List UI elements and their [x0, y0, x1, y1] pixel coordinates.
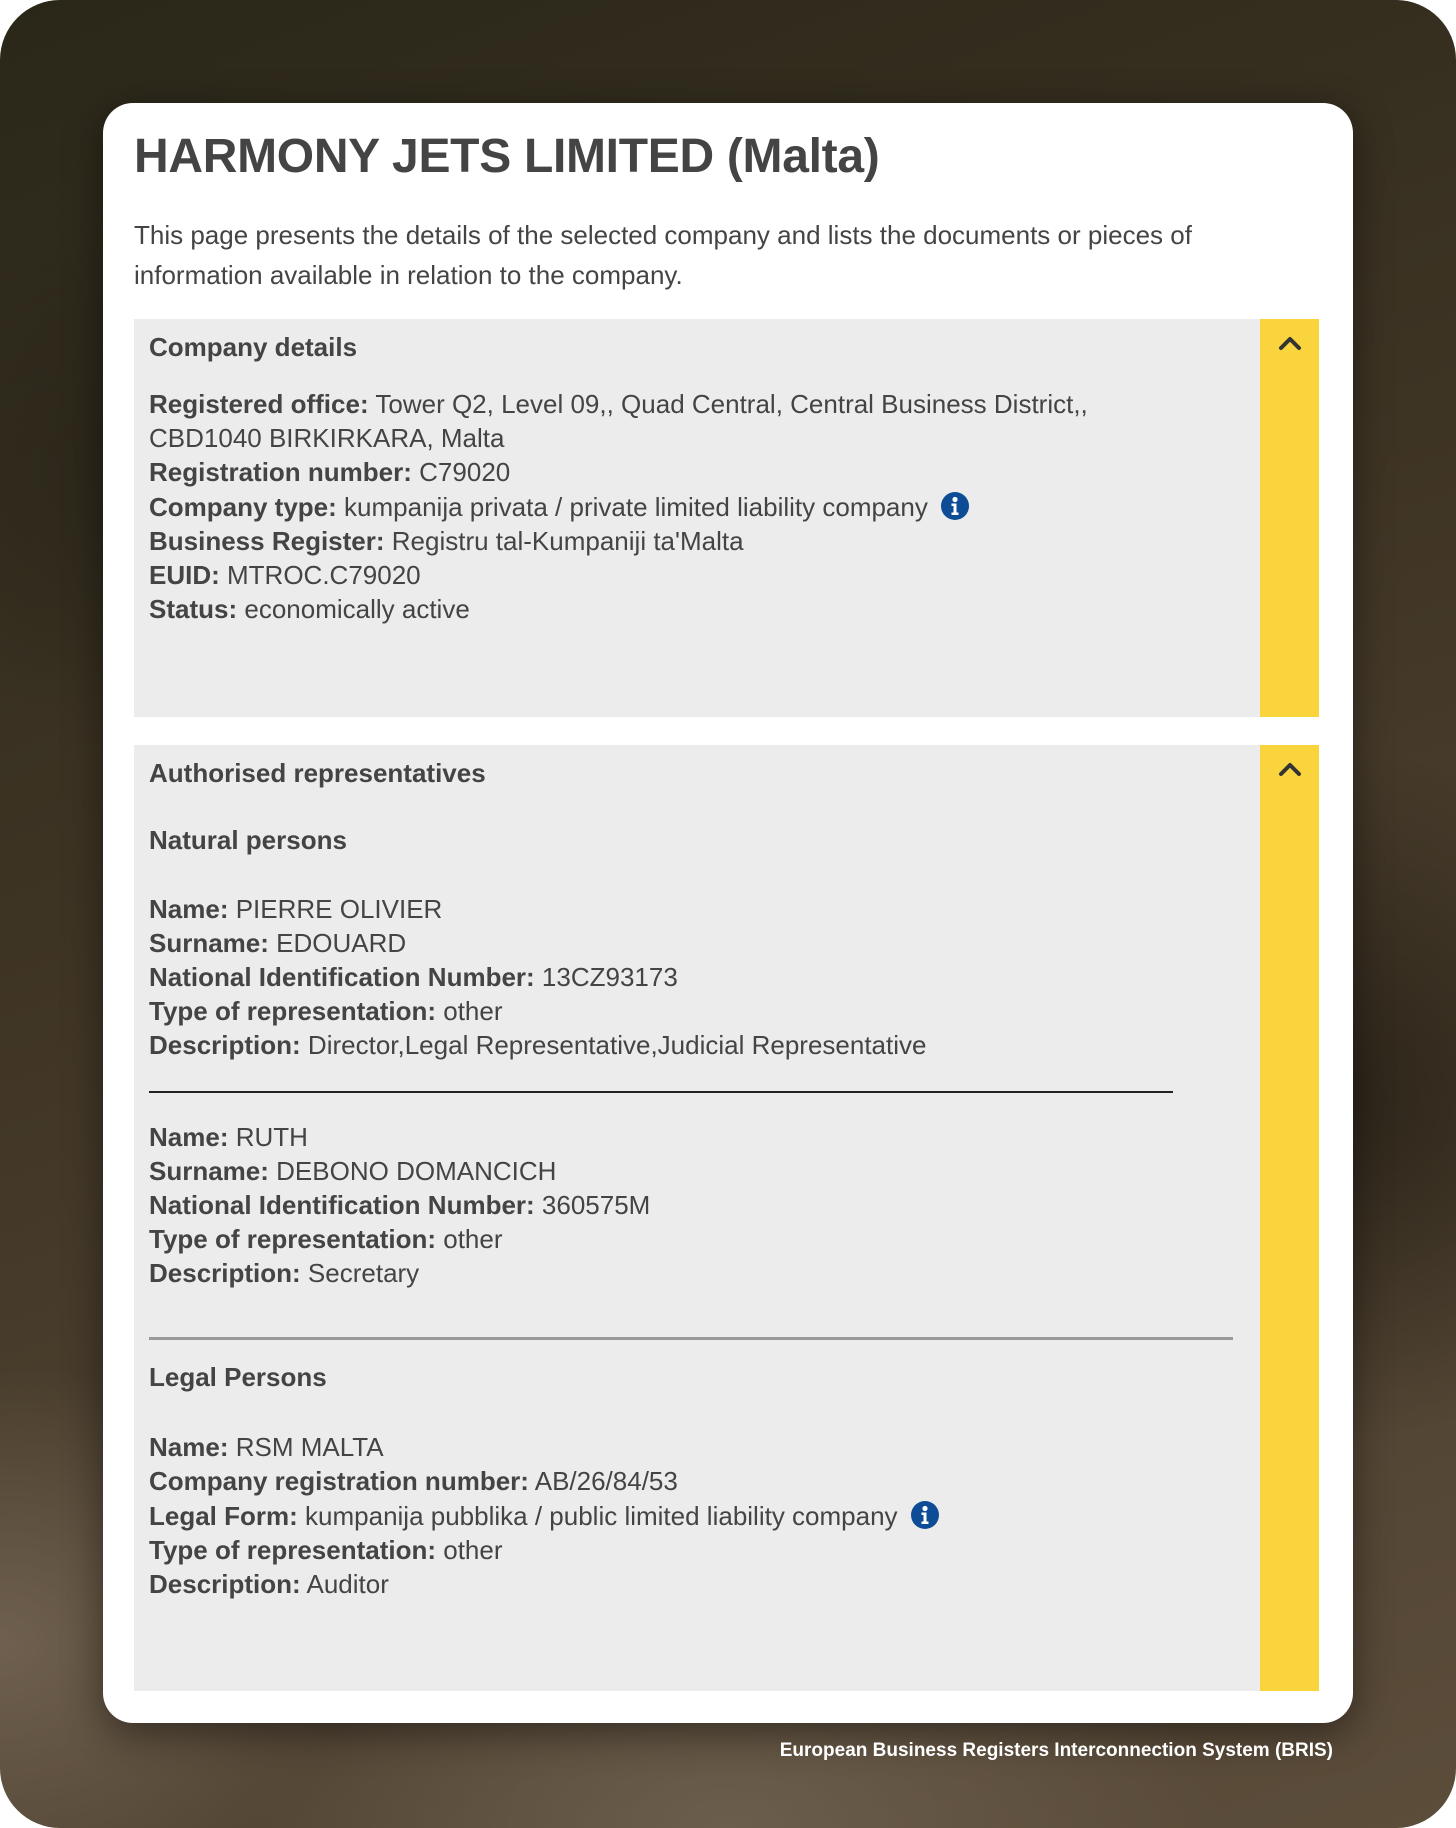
nin-label: National Identification Number:	[149, 1190, 535, 1220]
description-value: Auditor	[306, 1569, 389, 1599]
registration-number-row	[149, 452, 510, 492]
company-registration-value: AB/26/84/53	[534, 1466, 678, 1496]
nin-label: National Identification Number:	[149, 962, 535, 992]
description-label: Description:	[149, 1569, 301, 1599]
status-row	[149, 589, 470, 629]
chevron-up-icon[interactable]	[1276, 329, 1304, 357]
page-title: HARMONY JETS LIMITED (Malta)	[134, 130, 880, 183]
type-label: Type of representation:	[149, 1224, 437, 1254]
person-description-row	[149, 1253, 419, 1293]
type-label: Type of representation:	[149, 1535, 437, 1565]
type-value: other	[443, 1224, 503, 1254]
person-divider	[149, 1091, 1173, 1093]
company-details-heading: Company details	[149, 332, 358, 362]
representatives-heading: Authorised representatives	[149, 758, 486, 788]
company-type-label: Company type:	[149, 492, 337, 522]
legal-form-label: Legal Form:	[149, 1501, 298, 1531]
surname-value: DEBONO DOMANCICH	[276, 1156, 557, 1186]
surname-label: Surname:	[149, 1156, 269, 1186]
chevron-up-icon[interactable]	[1276, 755, 1304, 783]
type-value: other	[443, 1535, 503, 1565]
description-label: Description:	[149, 1030, 301, 1060]
type-value: other	[443, 996, 503, 1026]
type-label: Type of representation:	[149, 996, 437, 1026]
registered-office-line2: CBD1040 BIRKIRKARA, Malta	[149, 423, 505, 453]
name-value: RSM MALTA	[235, 1432, 384, 1462]
euid-label: EUID:	[149, 560, 220, 590]
registered-office-label: Registered office:	[149, 389, 369, 419]
name-value: PIERRE OLIVIER	[235, 894, 443, 924]
section-divider	[149, 1337, 1233, 1340]
company-details-panel	[134, 319, 1319, 717]
registration-number-value: C79020	[419, 457, 511, 487]
name-value: RUTH	[235, 1122, 308, 1152]
name-label: Name:	[149, 894, 229, 924]
description-value: Secretary	[307, 1258, 420, 1288]
status-value: economically active	[244, 594, 470, 624]
collapse-bar[interactable]	[1260, 745, 1319, 1691]
status-label: Status:	[149, 594, 238, 624]
info-icon[interactable]	[940, 491, 970, 521]
page-intro: This page presents the details of the selected company and lists the documents or pieces of information available in relation to the company.	[134, 220, 1192, 290]
registered-office-line1: Tower Q2, Level 09,, Quad Central, Central Business District,,	[375, 389, 1088, 419]
company-registration-label: Company registration number:	[149, 1466, 529, 1496]
legal-persons-heading: Legal Persons	[149, 1362, 327, 1392]
company-type-value: kumpanija privata / private limited liability company	[344, 492, 928, 522]
euid-value: MTROC.C79020	[227, 560, 421, 590]
name-label: Name:	[149, 1122, 229, 1152]
legal-form-value: kumpanija pubblika / public limited liability company	[305, 1501, 898, 1531]
info-icon[interactable]	[910, 1500, 940, 1530]
legal-description-row	[149, 1564, 389, 1604]
description-label: Description:	[149, 1258, 301, 1288]
legal-reg-row	[149, 1461, 678, 1501]
representatives-panel	[134, 745, 1319, 1691]
nin-value: 13CZ93173	[541, 962, 678, 992]
name-label: Name:	[149, 1432, 229, 1462]
nin-value: 360575M	[541, 1190, 651, 1220]
business-register-label: Business Register:	[149, 526, 385, 556]
surname-label: Surname:	[149, 928, 269, 958]
company-card	[103, 103, 1353, 1723]
natural-persons-heading: Natural persons	[149, 825, 347, 855]
surname-value: EDOUARD	[276, 928, 407, 958]
business-register-value: Registru tal-Kumpaniji ta'Malta	[391, 526, 744, 556]
registration-number-label: Registration number:	[149, 457, 412, 487]
description-value: Director,Legal Representative,Judicial Representative	[307, 1030, 927, 1060]
collapse-bar[interactable]	[1260, 319, 1319, 717]
footer-caption: European Business Registers Interconnection System (BRIS)	[779, 1740, 1333, 1761]
person-description-row	[149, 1025, 926, 1065]
